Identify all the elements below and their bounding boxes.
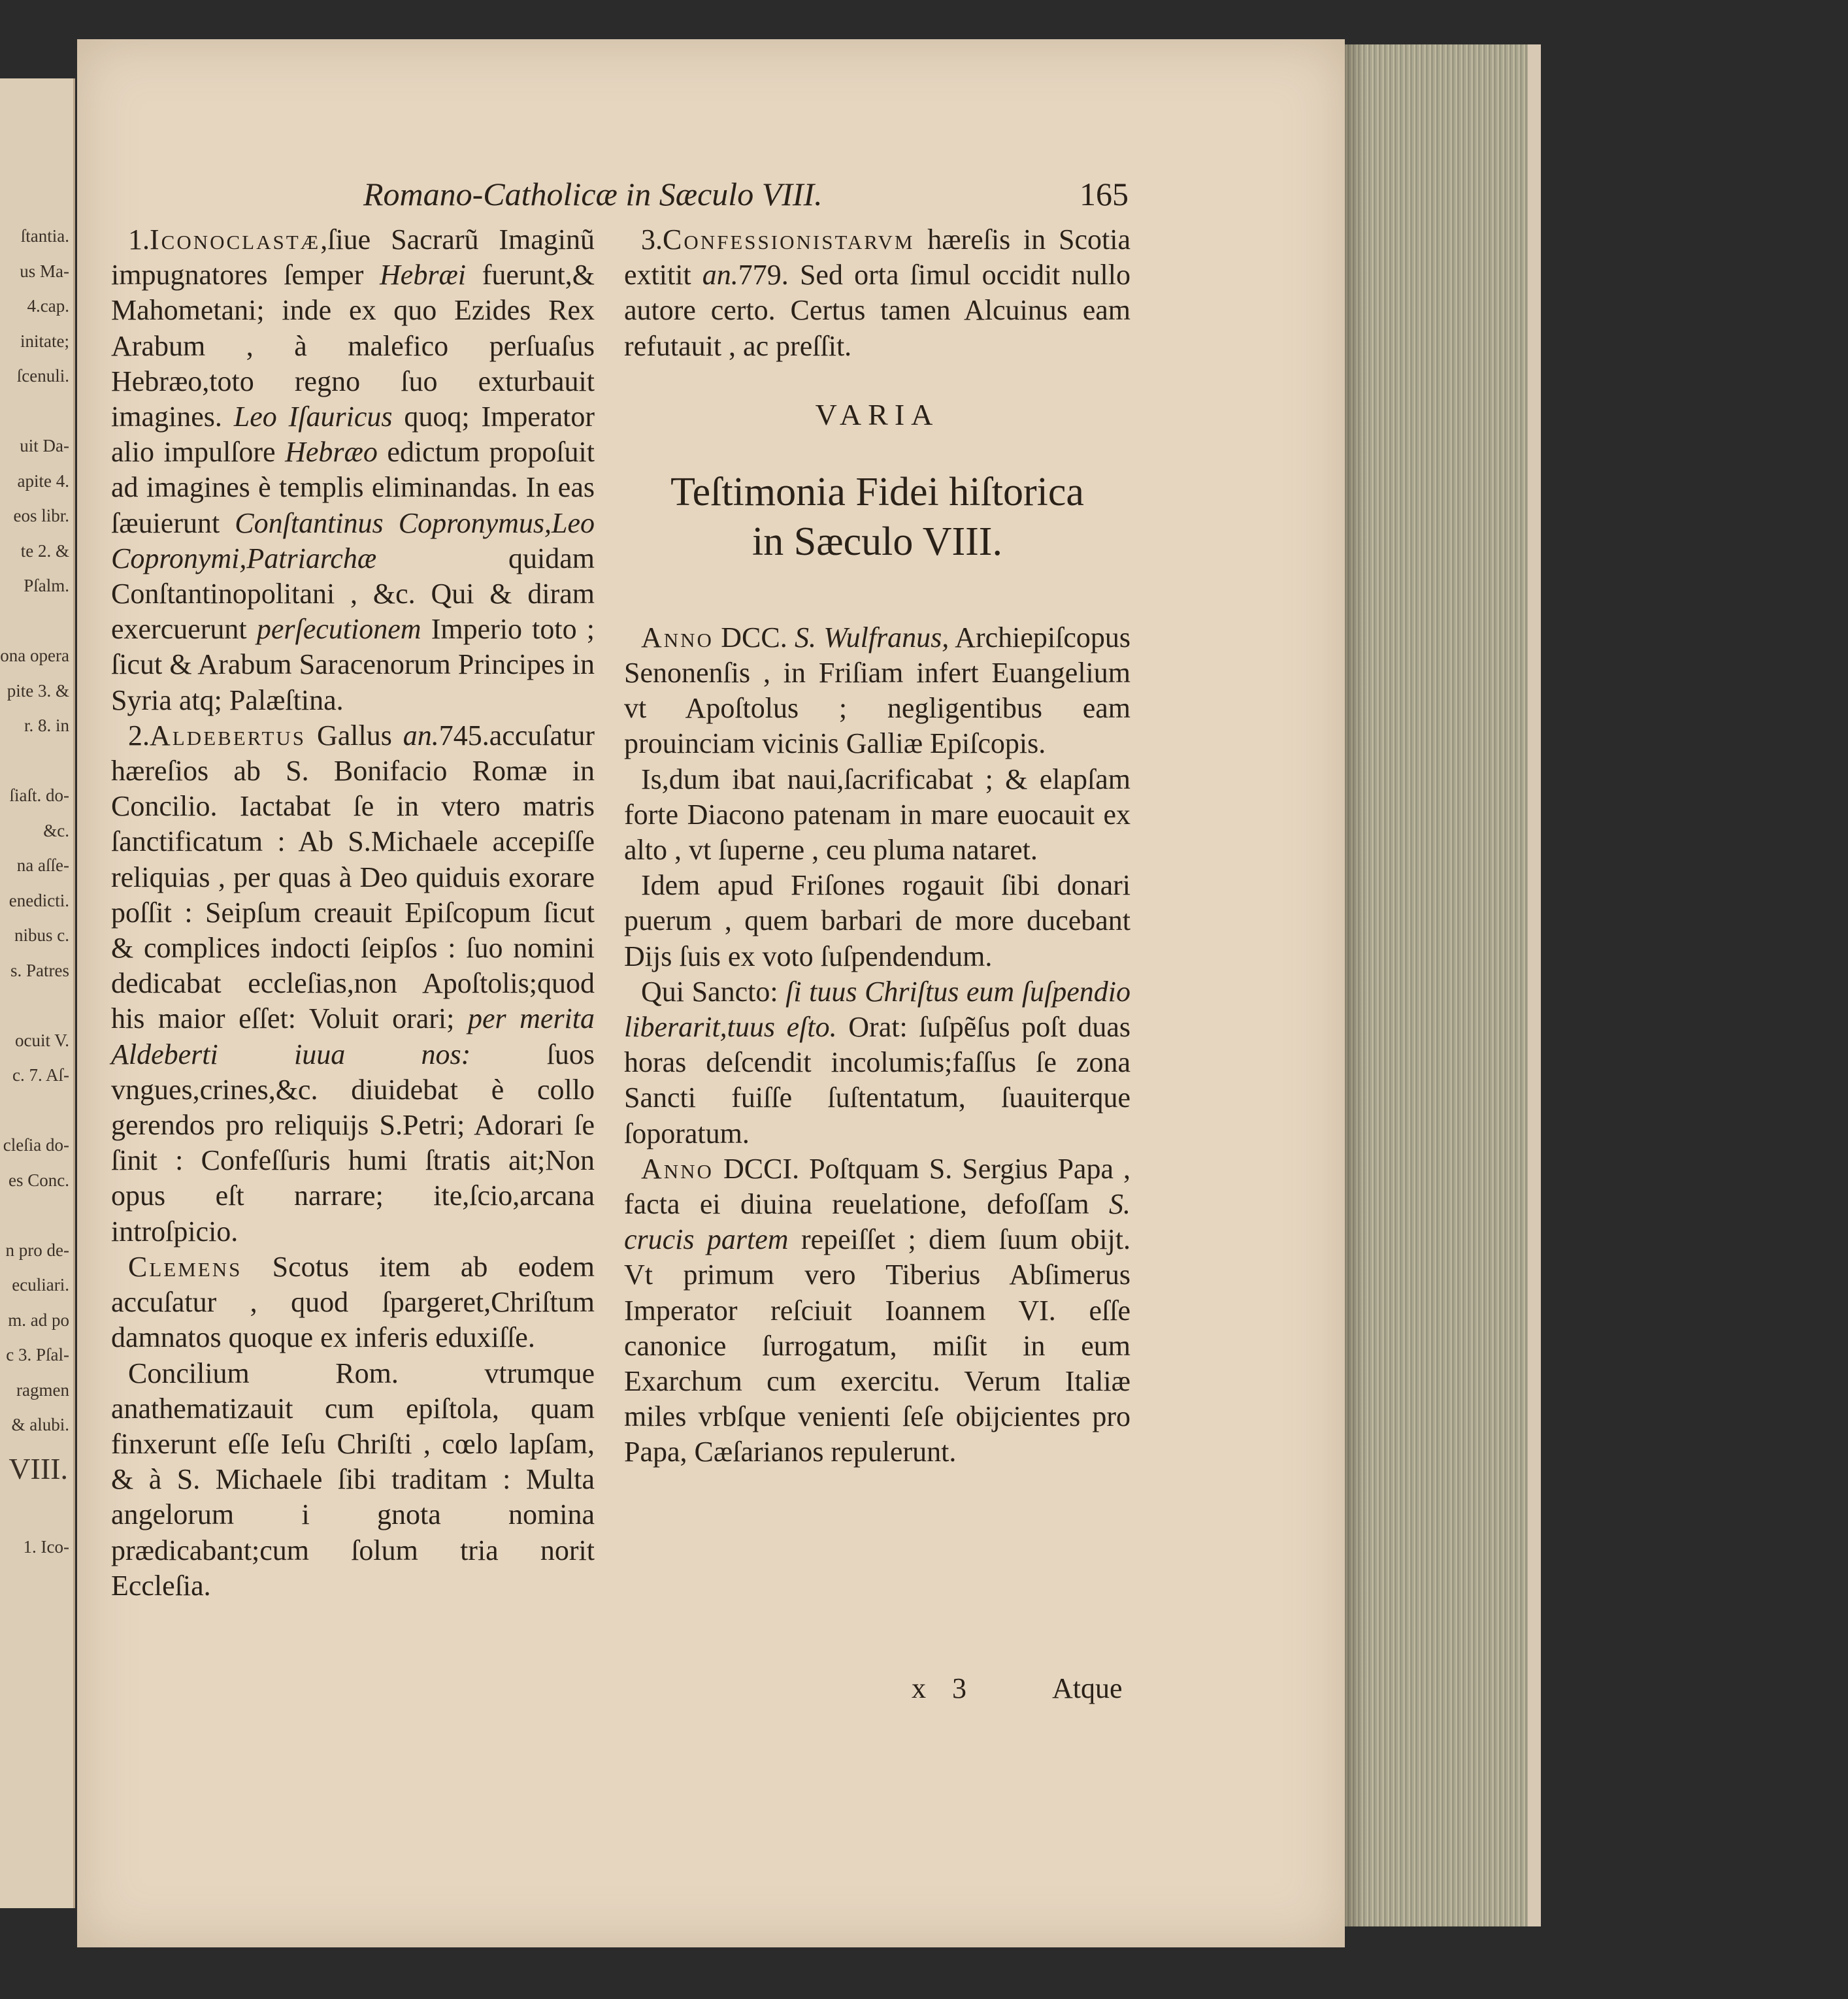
margin-note: ſtantia.: [20, 226, 69, 246]
running-header: Romano-Catholicæ in Sæculo VIII.: [363, 176, 823, 212]
margin-note: [0, 394, 73, 429]
paragraph-confessionistarum: 3.Confessionistarvm hæreſis in Scotia extitit an.779. Sed orta ſimul occidit nullo autore certo. Certus tamen Alcuinus eam refutauit , ac preſſit.: [624, 223, 1130, 362]
left-column: [111, 222, 595, 1604]
heresy-name: Aldebertus: [150, 719, 306, 752]
signature-number: 3: [952, 1672, 966, 1704]
margin-note: m. ad po: [8, 1310, 69, 1330]
paragraph-aldebertus: 2.Aldebertus Gallus an.745.accuſatur hæreſios ab S. Bonifacio Romæ in Concilio. Iactabat ſe in vtero matris ſanctificatum : Ab S.Michaele accepiſſe reliquias , per quas à Deo quiduis exorare poſſit : Seipſum creauit Epiſcopum ſicut & complices indocti ſeipſos : ſuo nomini dedicabat eccleſias,non Apoſtolis;quod his maior eſſet: Voluit orari; per merita Aldeberti iuua nos: ſuos vngues,crines,&c. diuidebat è collo gerendos pro reliquijs S.Petri; Adorari ſe ſinit : Confeſſuris humi ſtratis ait;Non opus eſt narrare; ite,ſcio,arcana introſpicio.: [111, 719, 595, 1247]
margin-note: [0, 604, 73, 639]
margin-note: ocuit V.: [14, 1030, 69, 1050]
margin-note: ſiaſt. do-: [9, 785, 69, 805]
margin-note: n pro de-: [5, 1240, 69, 1260]
paragraph-anno-dcc: Anno DCC. S. Wulfranus, Archiepiſcopus Senonenſis , in Friſiam infert Euangelium vt Apoſtolus ; negligentibus eam prouinciam vicinis Galliæ Epiſcopis.: [624, 621, 1130, 760]
margin-note: us Ma-: [20, 261, 69, 281]
heresy-name: Iconoclastæ: [150, 223, 321, 256]
margin-note: eos libr.: [13, 506, 69, 525]
page-edges-shadow: [1345, 44, 1364, 1926]
heresy-name: Confessionistarvm: [663, 223, 915, 256]
right-column: [624, 222, 1130, 1470]
margin-note: cleſia do-: [3, 1135, 69, 1155]
paragraph-anno-dcci: Anno DCCI. Poſtquam S. Sergius Papa , facta ei diuina reuelatione, defoſſam S. crucis partem repeiſſet ; diem ſuum obijt. Vt primum vero Tiberius Abſimerus Imperator reſciuit Ioannem VI. eſſe canonice ſurrogatum, miſit in eum Exarchum cum exercitu. Verum Italiæ miles vrbſque venienti ſeſe obijcientes pro Papa, Cæſarianos repulerunt.: [624, 1152, 1130, 1468]
catchword: Atque: [1052, 1672, 1123, 1704]
paragraph-clemens: Clemens Scotus item ab eodem accuſatur , quod ſpargeret,Chriſtum damnatos quoque ex inferis eduxiſſe.: [111, 1250, 595, 1354]
year-label: Anno: [641, 621, 714, 653]
margin-note: [0, 1495, 73, 1530]
margin-note: uit Da-: [20, 436, 69, 455]
heading-line-1: Teſtimonia Fidei hiſtorica: [670, 469, 1084, 514]
margin-note: 1. Ico-: [23, 1537, 69, 1557]
margin-note: eculiari.: [12, 1275, 69, 1295]
paragraph-iconoclastae: 1.Iconoclastæ,ſiue Sacrarũ Imaginũ impugnatores ſemper Hebræi fuerunt,& Mahometani; inde ex quo Ezides Rex Arabum , à malefico perſuaſus Hebræo,toto regno ſuo exturbauit imagines. Leo Iſauricus quoq; Imperator alio impulſore Hebræo edictum propoſuit ad imagines è templis eliminandas. In eas ſæuierunt Conſtantinus Copronymus,Leo Copronymi,Patriarchæ quidam Conſtantinopolitani , &c. Qui & diram exercuerunt perſecutionem Imperio toto ; ſicut & Arabum Saracenorum Principes in Syria atq; Palæſtina.: [111, 223, 595, 716]
margin-note: [0, 1198, 73, 1233]
margin-note: 4.cap.: [27, 296, 69, 316]
page-footer: [912, 1672, 1173, 1705]
year-label: Anno: [641, 1152, 714, 1185]
paragraph-is-dum-ibat: Is,dum ibat naui,ſacrificabat ; & elapſam forte Diacono patenam in mare euocauit ex alto , vt ſuperne , ceu pluma nataret.: [624, 763, 1130, 867]
margin-note: r. 8. in: [24, 716, 69, 735]
margin-note: & alubi.: [11, 1415, 69, 1434]
margin-note: s. Patres: [10, 960, 69, 980]
person-name: Clemens: [128, 1250, 242, 1283]
signature-letter: x: [912, 1672, 926, 1704]
margin-note: VIII.: [8, 1451, 68, 1485]
section-heading-testimonia: [624, 467, 1130, 567]
paragraph-concilium: Concilium Rom. vtrumque anathematizauit cum epiſtola, quam finxerunt eſſe Ieſu Chriſti , cœlo lapſam, & à S. Michaele ſibi traditam : Multa angelorum i gnota nomina prædicabant;cum ſolum tria norit Eccleſia.: [111, 1357, 595, 1602]
margin-note: ragmen: [16, 1379, 69, 1400]
margin-note: [0, 1093, 73, 1129]
left-facing-page: [0, 78, 75, 1908]
margin-note: [0, 988, 73, 1023]
margin-note: es Conc.: [8, 1170, 69, 1190]
margin-note: ona opera: [0, 646, 69, 665]
margin-note: te 2. &: [20, 540, 69, 561]
margin-note: initate;: [20, 331, 69, 351]
margin-note: na aſſe-: [16, 855, 69, 875]
paragraph-qui-sancto: Qui Sancto: ſi tuus Chriſtus eum ſuſpendio liberarit,tuus eſto. Orat: ſuſpẽſus poſt duas horas deſcendit incolumis;faſſus ſe zona Sancti fuiſſe ſuſtentatum, ſuauiterque ſoporatum.: [624, 975, 1130, 1149]
margin-note: [0, 744, 73, 779]
margin-note: nibus c.: [14, 925, 69, 945]
section-heading-varia: VARIA: [815, 397, 940, 431]
margin-note: apite 4.: [17, 471, 69, 491]
margin-note: c 3. Pſal-: [6, 1345, 69, 1364]
page-edges: [1345, 44, 1541, 1926]
paragraph-idem-apud: Idem apud Friſones rogauit ſibi donari puerum , quem barbari de more ducebant Dijs ſuis ex voto ſuſpendendum.: [624, 869, 1130, 972]
margin-note: &c.: [43, 820, 69, 840]
margin-note: Pſalm.: [24, 576, 69, 595]
margin-note: pite 3. &: [7, 680, 69, 701]
page-number: 165: [1080, 176, 1129, 212]
left-page-margin-notes: [0, 219, 73, 1565]
heading-line-2: in Sæculo VIII.: [752, 519, 1002, 564]
margin-note: enedicti.: [8, 890, 69, 910]
margin-note: c. 7. Aſ-: [12, 1065, 69, 1085]
margin-note: ſcenuli.: [16, 366, 69, 386]
